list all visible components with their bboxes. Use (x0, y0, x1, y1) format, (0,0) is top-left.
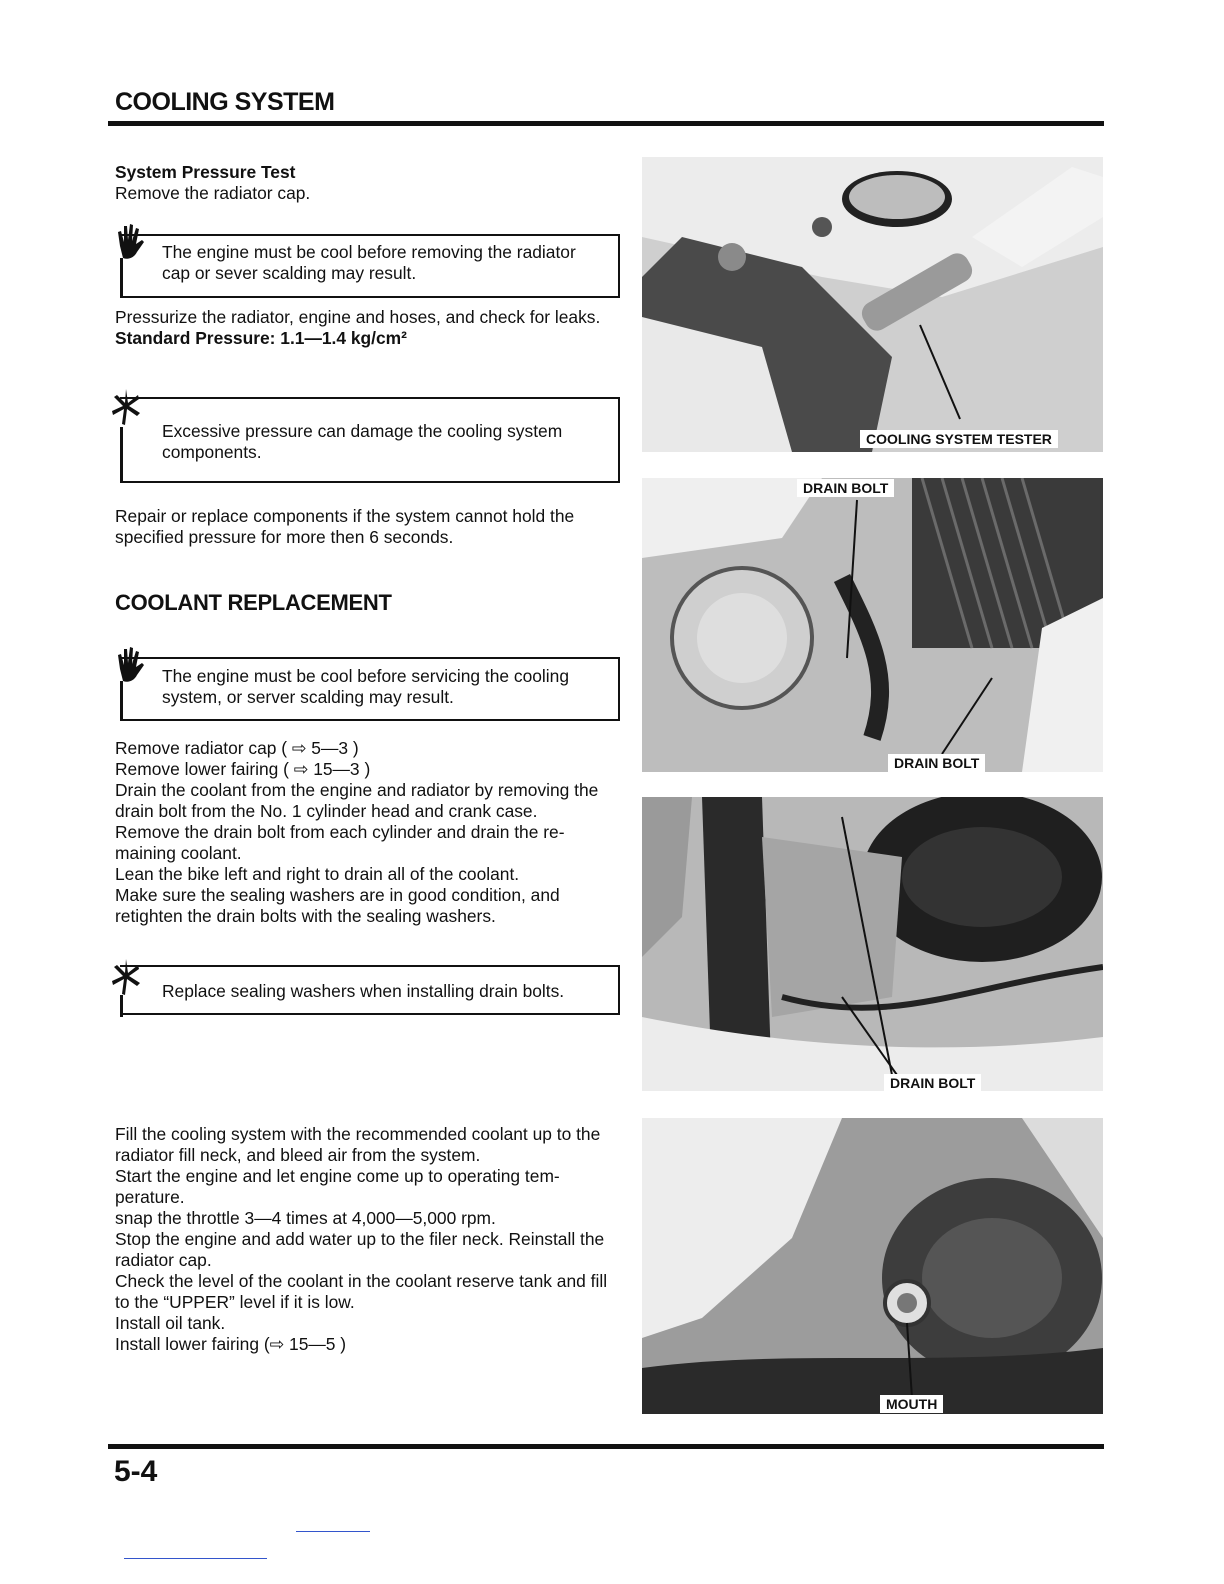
link-underline[interactable] (296, 1531, 370, 1532)
warning-box-2 (120, 657, 620, 721)
fill-step: Install lower fairing (⇨ 15—5 ) (115, 1334, 347, 1354)
footer-rule (108, 1444, 1104, 1449)
figure-label: MOUTH (880, 1395, 943, 1413)
drain-step: Remove lower fairing ( ⇨ 15—3 ) (115, 759, 371, 779)
warning-box-1 (120, 234, 620, 298)
standard-pressure: Standard Pressure: 1.1—1.4 kg/cm² (115, 328, 407, 348)
coolant-replacement-heading: COOLANT REPLACEMENT (115, 590, 392, 615)
drain-bolt-photo-1 (642, 478, 1103, 772)
asterisk-note-icon (108, 955, 148, 1022)
fill-step: snap the throttle 3—4 times at 4,000—5,000 rpm. (115, 1208, 496, 1228)
note-text-1: Excessive pressure can damage the cooling system components. (162, 421, 563, 462)
drain-step: Remove radiator cap ( ⇨ 5—3 ) (115, 738, 359, 758)
page-title: COOLING SYSTEM (115, 88, 335, 116)
note-box-2 (120, 965, 620, 1015)
hand-warning-icon (110, 218, 150, 303)
mouth-photo (642, 1118, 1103, 1414)
hand-warning-icon (110, 641, 150, 726)
page-number: 5-4 (114, 1455, 158, 1488)
note-text-2: Replace sealing washers when installing drain bolts. (162, 981, 565, 1001)
figure-label-top: DRAIN BOLT (797, 479, 894, 497)
pressure-test-intro (115, 162, 620, 204)
link-underline[interactable] (124, 1558, 267, 1559)
figure-label-bottom: DRAIN BOLT (888, 754, 985, 772)
pressure-test-step-2: Pressurize the radiator, engine and hoses, and check for leaks. (115, 307, 601, 327)
warning-text-2: The engine must be cool before servicing the cooling system, or server scalding may result. (162, 666, 569, 707)
figure-label: COOLING SYSTEM TESTER (860, 430, 1058, 448)
fill-step: Fill the cooling system with the recommended coolant up to the radiator fill neck, and bleed air from the system. (115, 1124, 601, 1165)
fill-step: Start the engine and let engine come up to operating tem-perature. (115, 1166, 560, 1207)
drain-step: Make sure the sealing washers are in good condition, and retighten the drain bolts with the sealing washers. (115, 885, 560, 926)
drain-step: Remove the drain bolt from each cylinder and drain the re-maining coolant. (115, 822, 565, 863)
pressure-test-heading: System Pressure Test (115, 162, 296, 182)
fill-step: Stop the engine and add water up to the filer neck. Reinstall the radiator cap. (115, 1229, 605, 1270)
drain-step: Lean the bike left and right to drain all of the coolant. (115, 864, 520, 884)
coolant-fill-steps (115, 1124, 620, 1355)
warning-text-1: The engine must be cool before removing the radiator cap or sever scalding may result. (162, 242, 576, 283)
pressure-test-step-2-block (115, 307, 620, 349)
coolant-drain-steps (115, 738, 620, 927)
pressure-test-step-3: Repair or replace components if the system cannot hold the specified pressure for more then 6 seconds. (115, 506, 575, 547)
header-rule (108, 121, 1104, 126)
asterisk-note-icon (108, 385, 148, 490)
pressure-test-step-1: Remove the radiator cap. (115, 183, 311, 203)
note-box-1 (120, 397, 620, 483)
pressure-test-step-3-block (115, 506, 620, 548)
fill-step: Check the level of the coolant in the coolant reserve tank and fill to the “UPPER” level if it is low. (115, 1271, 608, 1312)
cooling-system-tester-photo (642, 157, 1103, 452)
drain-bolt-photo-2 (642, 797, 1103, 1091)
figure-label: DRAIN BOLT (884, 1074, 981, 1091)
drain-step: Drain the coolant from the engine and radiator by removing the drain bolt from the No. 1 cylinder head and crank case. (115, 780, 599, 821)
fill-step: Install oil tank. (115, 1313, 226, 1333)
